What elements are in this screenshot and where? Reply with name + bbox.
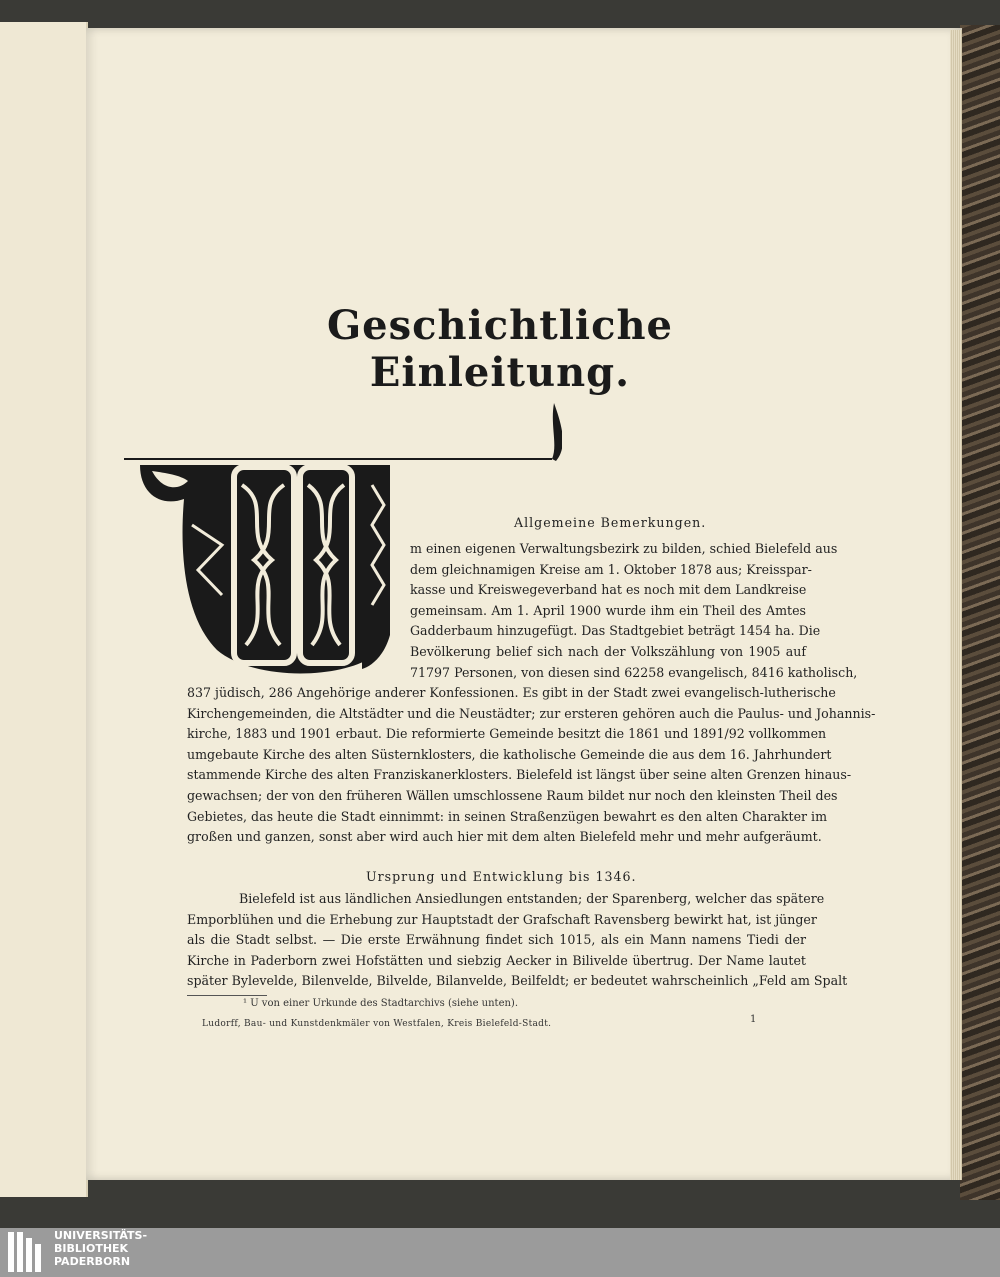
section-heading-origin: Ursprung und Entwicklung bis 1346. bbox=[366, 869, 637, 884]
book-cover-edge bbox=[960, 25, 1000, 1200]
text-line: Kirche in Paderborn zwei Hofstätten und siebzig Aecker in Bilivelde übertrug. Der Name lautet bbox=[187, 952, 806, 968]
paragraph-origin bbox=[187, 889, 848, 992]
section-heading-general: Allgemeine Bemerkungen. bbox=[514, 515, 707, 530]
text-line: 837 jüdisch, 286 Angehörige anderer Konfessionen. Es gibt in der Stadt zwei evangelisch-lutherische bbox=[187, 685, 836, 700]
page-stack-edge bbox=[950, 30, 962, 1180]
text-line: als die Stadt selbst. — Die erste Erwähnung findet sich 1015, als ein Mann namens Tiedi der bbox=[187, 932, 806, 948]
paragraph-general-full bbox=[187, 683, 876, 848]
text-line: m einen eigenen Verwaltungsbezirk zu bilden, schied Bielefeld aus bbox=[410, 541, 838, 556]
text-line: Kirchengemeinden, die Altstädter und die Neustädter; zur ersteren gehören auch die Paulus- und Johannis- bbox=[187, 705, 876, 721]
facing-page-edge bbox=[0, 22, 88, 1197]
text-line: Gadderbaum hinzugefügt. Das Stadtgebiet beträgt 1454 ha. Die bbox=[410, 623, 821, 639]
footnote-rule bbox=[187, 995, 267, 996]
library-logo-text bbox=[54, 1229, 147, 1268]
text-line: dem gleichnamigen Kreise am 1. Oktober 1878 aus; Kreisspar- bbox=[410, 561, 812, 577]
logo-line: UNIVERSITÄTS- bbox=[54, 1229, 148, 1242]
text-line: 71797 Personen, von diesen sind 62258 evangelisch, 8416 katholisch, bbox=[410, 664, 858, 680]
text-line: gemeinsam. Am 1. April 1900 wurde ihm ein Theil des Amtes bbox=[410, 602, 806, 618]
paragraph-beside-initial bbox=[410, 539, 858, 683]
text-line: Bielefeld ist aus ländlichen Ansiedlungen entstanden; der Sparenberg, welcher das spätere bbox=[239, 891, 825, 906]
text-line: gewachsen; der von den früheren Wällen umschlossene Raum bildet nur noch den kleinsten Theil des bbox=[187, 787, 838, 803]
logo-line: PADERBORN bbox=[54, 1255, 131, 1268]
library-footer bbox=[0, 1228, 1000, 1277]
text-line: später Bylevelde, Bilenvelde, Bilvelde, Bilanvelde, Beilfeldt; er bedeutet wahrscheinlich „Feld am Spalt bbox=[187, 973, 848, 989]
library-logo-icon bbox=[6, 1230, 48, 1274]
text-line: kirche, 1883 und 1901 erbaut. Die reformierte Gemeinde besitzt die 1861 und 1891/92 vollkommen bbox=[187, 726, 827, 742]
text-line: Emporblühen und die Erhebung zur Hauptstadt der Grafschaft Ravensberg bewirkt hat, ist jünger bbox=[187, 911, 817, 927]
text-line: kasse und Kreiswegeverband hat es noch mit dem Landkreise bbox=[410, 582, 807, 598]
imprint-line: Ludorff, Bau- und Kunstdenkmäler von Westfalen, Kreis Bielefeld-Stadt. bbox=[202, 1019, 552, 1029]
text-line: umgebaute Kirche des alten Süsternklosters, die katholische Gemeinde die aus dem 16. Jahrhundert bbox=[187, 746, 832, 762]
page-title: Geschichtliche Einleitung. bbox=[327, 302, 673, 396]
footnote: ¹ U von einer Urkunde des Stadtarchivs (siehe unten). bbox=[243, 998, 519, 1009]
logo-line: BIBLIOTHEK bbox=[54, 1242, 129, 1255]
signature-mark: 1 bbox=[750, 1014, 757, 1025]
text-line: stammende Kirche des alten Franziskanerklosters. Bielefeld ist längst über seine alten Grenzen hinaus- bbox=[187, 767, 852, 783]
text-line: Gebietes, das heute die Stadt einnimmt: in seinen Straßenzügen bewahrt es den alten Charakter im bbox=[187, 808, 828, 824]
text-line: großen und ganzen, sonst aber wird auch hier mit dem alten Bielefeld mehr und mehr aufgeräumt. bbox=[187, 829, 822, 845]
text-line: Bevölkerung belief sich nach der Volkszählung von 1905 auf bbox=[410, 643, 806, 659]
